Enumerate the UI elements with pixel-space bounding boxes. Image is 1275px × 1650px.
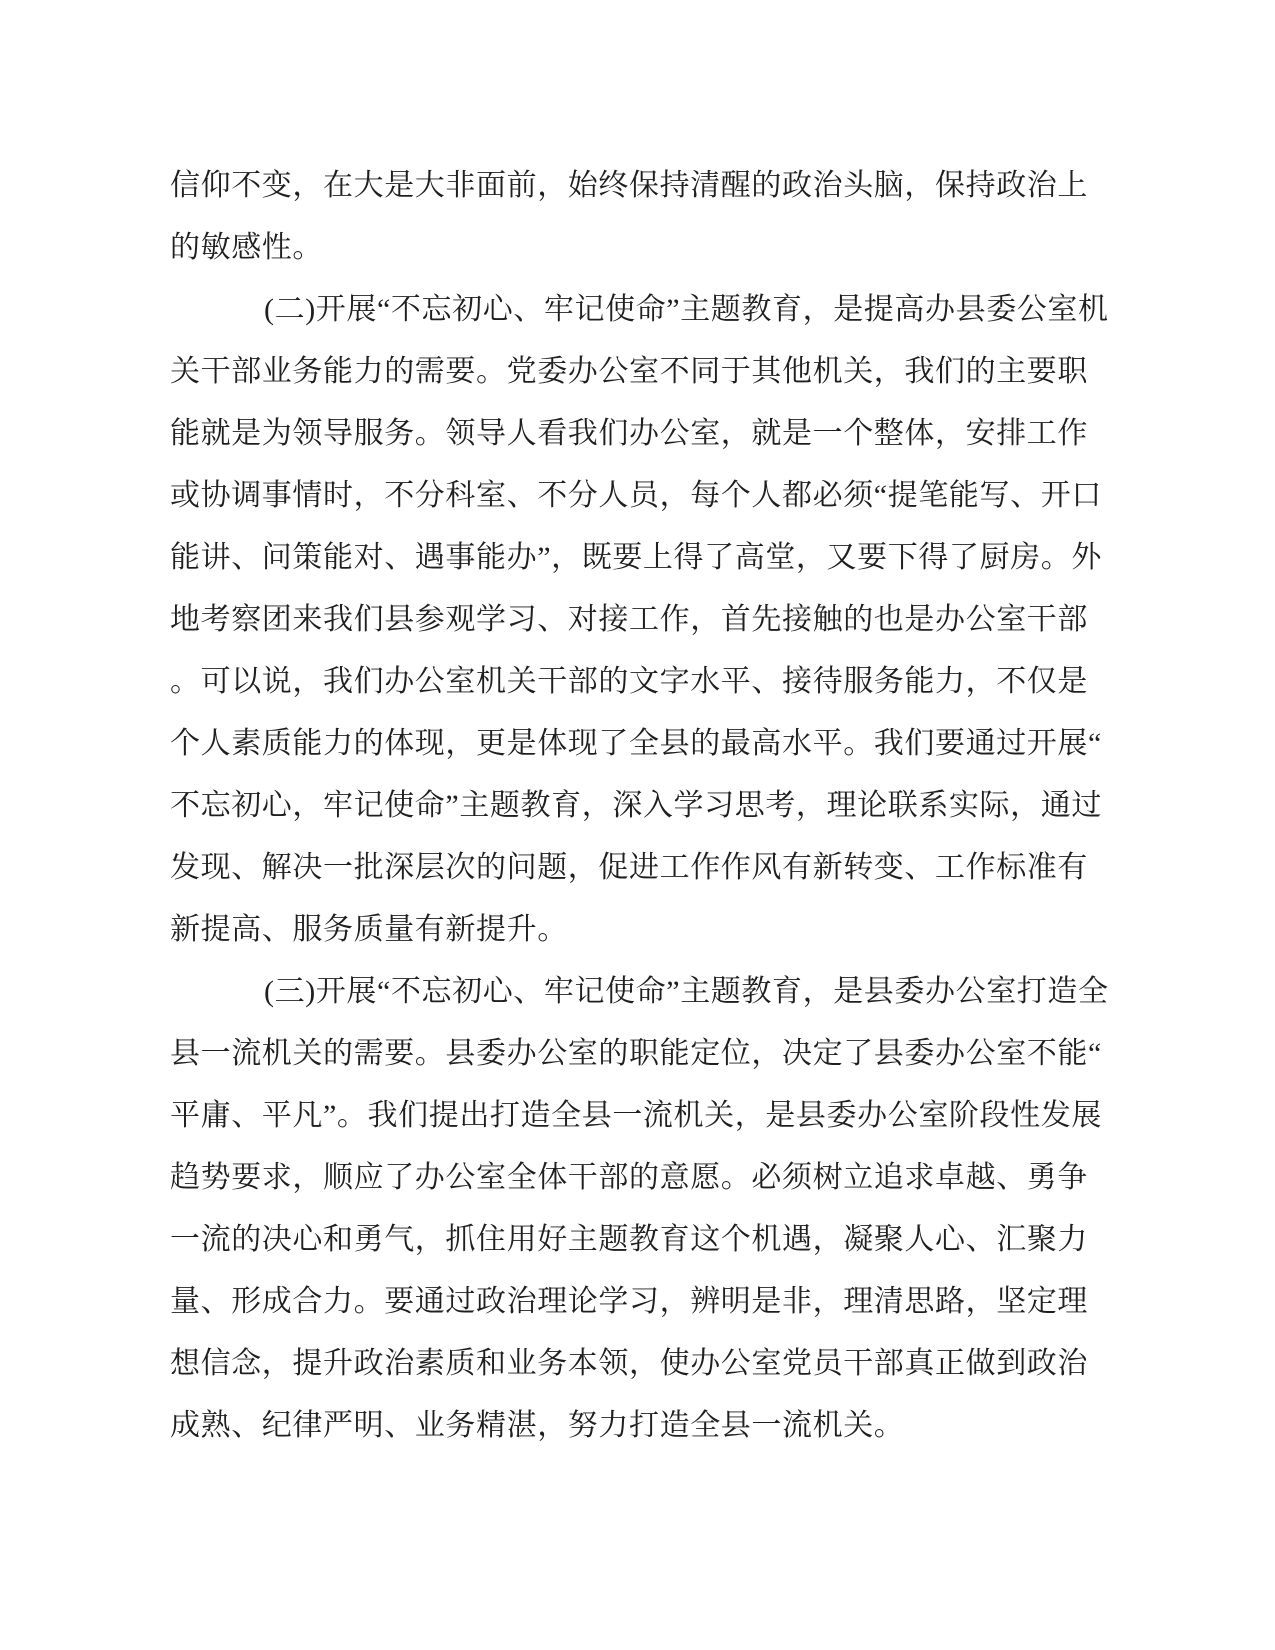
text-line: 想信念，提升政治素质和业务本领，使办公室党员干部真正做到政治 xyxy=(170,1347,1088,1380)
paragraph-continuation xyxy=(170,155,1095,279)
text-line: 地考察团来我们县参观学习、对接工作，首先接触的也是办公室干部 xyxy=(170,603,1088,636)
text-line: 发现、解决一批深层次的问题，促进工作作风有新转变、工作标准有 xyxy=(170,851,1088,884)
text-line: 成熟、纪律严明、业务精湛，努力打造全县一流机关。 xyxy=(170,1409,905,1442)
paragraph-section-3 xyxy=(170,961,1109,1457)
text-line: 量、形成合力。要通过政治理论学习，辨明是非，理清思路，坚定理 xyxy=(170,1285,1088,1318)
text-line: 县一流机关的需要。县委办公室的职能定位，决定了县委办公室不能“ xyxy=(170,1037,1102,1070)
text-line: 趋势要求，顺应了办公室全体干部的意愿。必须树立追求卓越、勇争 xyxy=(170,1161,1088,1194)
text-line: 或协调事情时，不分科室、不分人员，每个人都必须“提笔能写、开口 xyxy=(170,479,1102,512)
text-line: 关干部业务能力的需要。党委办公室不同于其他机关，我们的主要职 xyxy=(170,355,1088,388)
text-line: 新提高、服务质量有新提升。 xyxy=(170,913,568,946)
text-line: 个人素质能力的体现，更是体现了全县的最高水平。我们要通过开展“ xyxy=(170,727,1102,760)
text-line: 。可以说，我们办公室机关干部的文字水平、接待服务能力，不仅是 xyxy=(170,665,1088,698)
document-text-block xyxy=(170,155,1109,1457)
text-line: 能就是为领导服务。领导人看我们办公室，就是一个整体，安排工作 xyxy=(170,417,1088,450)
text-line: 一流的决心和勇气，抓住用好主题教育这个机遇，凝聚人心、汇聚力 xyxy=(170,1223,1088,1256)
text-line: 不忘初心，牢记使命”主题教育，深入学习思考，理论联系实际，通过 xyxy=(170,789,1102,822)
text-line: (三)开展“不忘初心、牢记使命”主题教育，是县委办公室打造全 xyxy=(264,975,1109,1008)
text-line: 能讲、问策能对、遇事能办”，既要上得了高堂，又要下得了厨房。外 xyxy=(170,541,1102,574)
text-line: (二)开展“不忘初心、牢记使命”主题教育，是提高办县委公室机 xyxy=(264,293,1109,326)
text-line: 平庸、平凡”。我们提出打造全县一流机关，是县委办公室阶段性发展 xyxy=(170,1099,1102,1132)
text-line: 的敏感性。 xyxy=(170,231,323,264)
paragraph-section-2 xyxy=(170,279,1109,961)
text-line: 信仰不变，在大是大非面前，始终保持清醒的政治头脑，保持政治上 xyxy=(170,169,1088,202)
